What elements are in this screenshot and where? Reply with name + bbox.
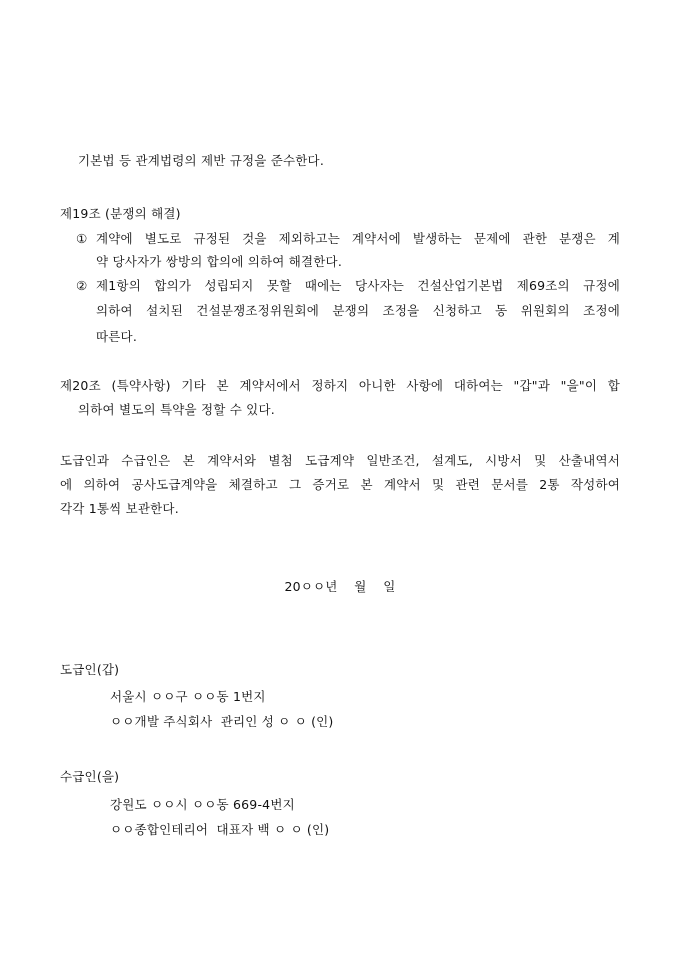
article19-item1-line1: 계약에 별도로 규정된 것을 제외하고는 계약서에 발생하는 문제에 관한 분쟁은 계 [96,231,620,246]
article19-item2-marker: ② [76,278,88,293]
closing-line3: 각각 1통씩 보관한다. [60,501,179,516]
article19-item2-line3: 따른다. [96,329,137,344]
contractor-label: 도급인(갑) [60,662,120,677]
closing-line2: 에 의하여 공사도급계약을 체결하고 그 증거로 본 계약서 및 관련 문서를 2통 작성하여 [60,477,620,492]
contractor-company-line: ㅇㅇ개발 주식회사 관리인 성 ㅇ ㅇ (인) [110,714,334,729]
article20-line2: 의하여 별도의 특약을 정할 수 있다. [78,402,275,417]
article19-heading: 제19조 (분쟁의 해결) [60,206,181,221]
closing-line1: 도급인과 수급인은 본 계약서와 별첨 도급계약 일반조건, 설계도, 시방서 및 산출내역서 [60,453,620,468]
article20-line1: 제20조 (특약사항) 기타 본 계약서에서 정하지 아니한 사항에 대하여는 "갑"과 "을"이 합 [60,378,620,393]
subcontractor-label: 수급인(을) [60,769,120,784]
date-line: 20ㅇㅇ년 월 일 [284,579,396,594]
article19-item2-line1: 제1항의 합의가 성립되지 못할 때에는 당사자는 건설산업기본법 제69조의 규정에 [96,278,620,293]
subcontractor-address: 강원도 ㅇㅇ시 ㅇㅇ동 669-4번지 [110,797,295,812]
carryover-line: 기본법 등 관계법령의 제반 규정을 준수한다. [78,153,324,168]
article19-item1-marker: ① [76,231,88,246]
contractor-address: 서울시 ㅇㅇ구 ㅇㅇ동 1번지 [110,689,266,704]
article19-item2-line2: 의하여 설치된 건설분쟁조정위원회에 분쟁의 조정을 신청하고 동 위원회의 조정에 [96,303,620,318]
subcontractor-company-line: ㅇㅇ종합인테리어 대표자 백 ㅇ ㅇ (인) [110,822,330,837]
article19-item1-line2: 약 당사자가 쌍방의 합의에 의하여 해결한다. [96,254,342,269]
